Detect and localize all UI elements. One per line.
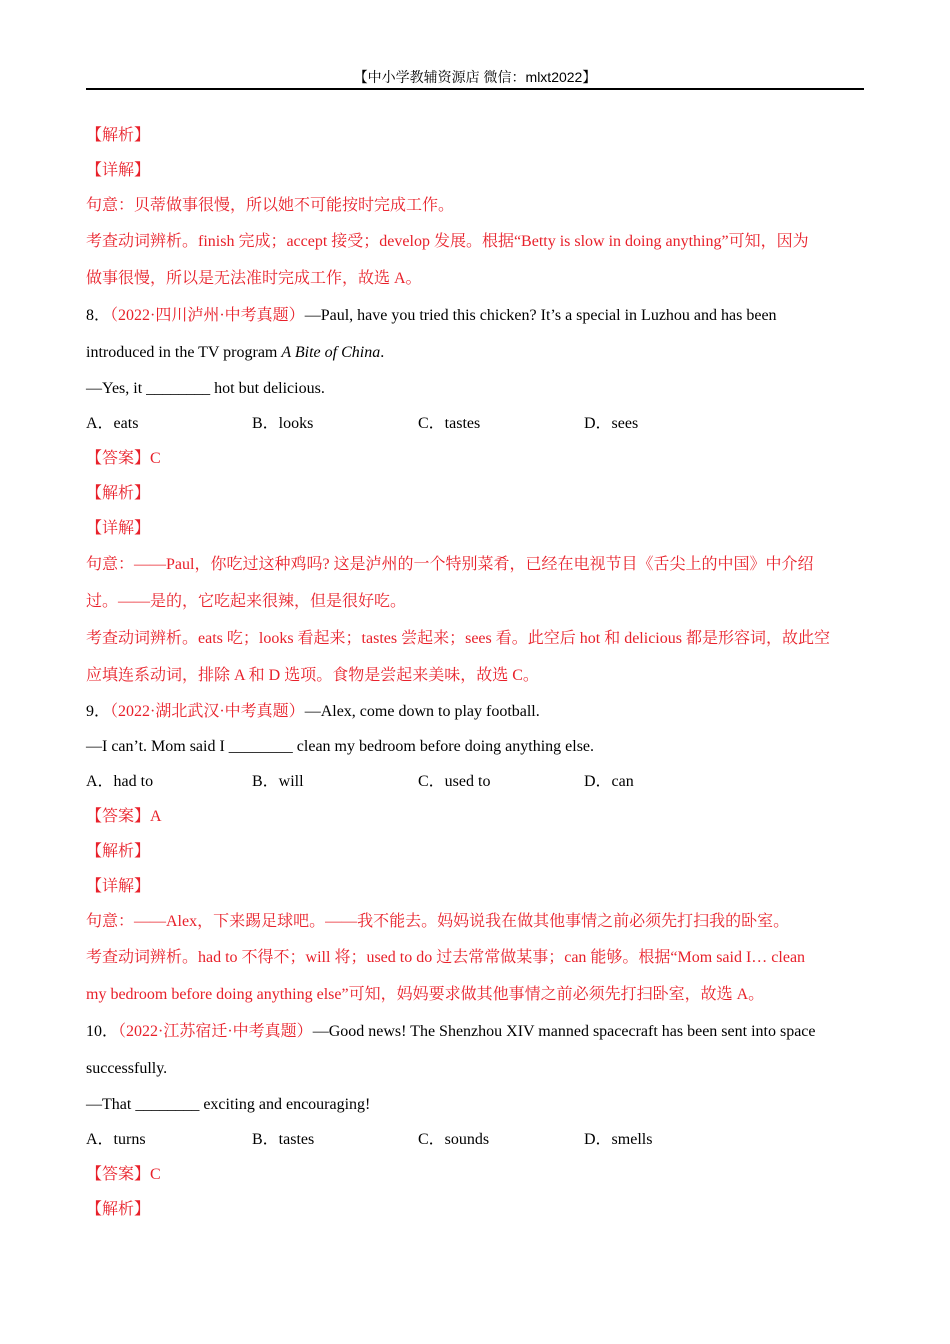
q10-number: 10． (86, 1023, 119, 1040)
q9-option-c: C．used to (418, 773, 491, 790)
q8-number: 8． (86, 307, 111, 324)
q9-options (86, 764, 864, 799)
page-header (86, 66, 864, 90)
q9-stem-line2: —I can’t. Mom said I ________ clean my bedroom before doing anything else. (86, 738, 595, 755)
q9-detail-label: 【详解】 (86, 878, 151, 895)
q10-option-c: C．sounds (418, 1131, 490, 1148)
q10-analysis-label: 【解析】 (86, 1201, 151, 1218)
q8-stem-line2 (86, 334, 864, 371)
q8-stem2a: introduced in the TV program (86, 344, 282, 361)
q10-stem-line2: successfully. (86, 1060, 168, 1077)
q10-options (86, 1122, 864, 1157)
q10-source: （2022·江苏宿迁·中考真题） (118, 1023, 313, 1040)
q9-stem1: —Alex, come down to play football. (304, 703, 540, 720)
q9-analysis-label: 【解析】 (86, 843, 151, 860)
q8-analysis-label: 【解析】 (86, 485, 151, 502)
q8-detail-label: 【详解】 (86, 520, 151, 537)
q8-stem-line3: —Yes, it ________ hot but delicious. (86, 380, 325, 397)
q8-source: （2022·四川泸州·中考真题） (110, 307, 305, 324)
q9-option-a: A．had to (86, 773, 154, 790)
q9-meaning: 句意：——Alex，下来踢足球吧。——我不能去。妈妈说我在做其他事情之前必须先打扫我的卧室。 (86, 913, 790, 930)
q8-meaning-line2: 过。——是的，它吃起来很辣，但是很好吃。 (86, 593, 407, 610)
q8-stem1: —Paul, have you tried this chicken? It’s a special in Luzhou and has been (304, 307, 777, 324)
prev-detail-label: 【详解】 (86, 162, 151, 179)
q8-explain-line1: 考查动词辨析。eats 吃；looks 看起来；tastes 尝起来；sees 看。此空后 hot 和 delicious 都是形容词，故此空 (86, 630, 830, 647)
q8-stem2c: . (380, 344, 385, 361)
q8-meaning-line1: 句意：——Paul，你吃过这种鸡吗? 这是泸州的一个特别菜肴，已经在电视节目《舌尖上的中国》中介绍 (86, 556, 814, 573)
q10-stem-line1 (86, 1013, 864, 1050)
q10-answer: 【答案】C (86, 1166, 161, 1183)
prev-analysis-label: 【解析】 (86, 127, 151, 144)
q8-option-c: C．tastes (418, 415, 481, 432)
q8-explain-line2: 应填连系动词，排除 A 和 D 选项。食物是尝起来美味，故选 C。 (86, 667, 539, 684)
q8-option-d: D．sees (584, 415, 639, 432)
q9-number: 9． (86, 703, 111, 720)
prev-explain-line2: 做事很慢，所以是无法准时完成工作，故选 A。 (86, 270, 422, 287)
q8-program-title: A Bite of China (281, 344, 381, 361)
prev-meaning: 句意：贝蒂做事很慢，所以她不可能按时完成工作。 (86, 197, 455, 214)
q8-answer: 【答案】C (86, 450, 161, 467)
q8-options (86, 406, 864, 441)
q8-stem-line1 (86, 297, 864, 334)
q10-stem1: —Good news! The Shenzhou XIV manned spacecraft has been sent into space (312, 1023, 816, 1040)
q10-option-a: A．turns (86, 1131, 146, 1148)
q9-explain-line2: my bedroom before doing anything else”可知，妈妈要求做其他事情之前必须先打扫卧室，故选 A。 (86, 986, 765, 1003)
q9-answer: 【答案】A (86, 808, 162, 825)
q9-explain-line1: 考查动词辨析。had to 不得不；will 将；used to do 过去常常做某事；can 能够。根据“Mom said I… clean (86, 949, 806, 966)
q8-option-b: B．looks (252, 415, 314, 432)
q10-option-b: B．tastes (252, 1131, 315, 1148)
q10-option-d: D．smells (584, 1131, 653, 1148)
q8-option-a: A．eats (86, 415, 139, 432)
header-text: 【中小学教辅资源店 微信：mlxt2022】 (353, 69, 597, 85)
q9-option-b: B．will (252, 773, 304, 790)
document-body (86, 118, 864, 1227)
q9-stem-line1 (86, 694, 864, 729)
q9-option-d: D．can (584, 773, 634, 790)
q9-source: （2022·湖北武汉·中考真题） (110, 703, 305, 720)
prev-explain-line1: 考查动词辨析。finish 完成；accept 接受；develop 发展。根据“Betty is slow in doing anything”可知，因为 (86, 233, 809, 250)
q10-stem-line3: —That ________ exciting and encouraging! (86, 1096, 371, 1113)
